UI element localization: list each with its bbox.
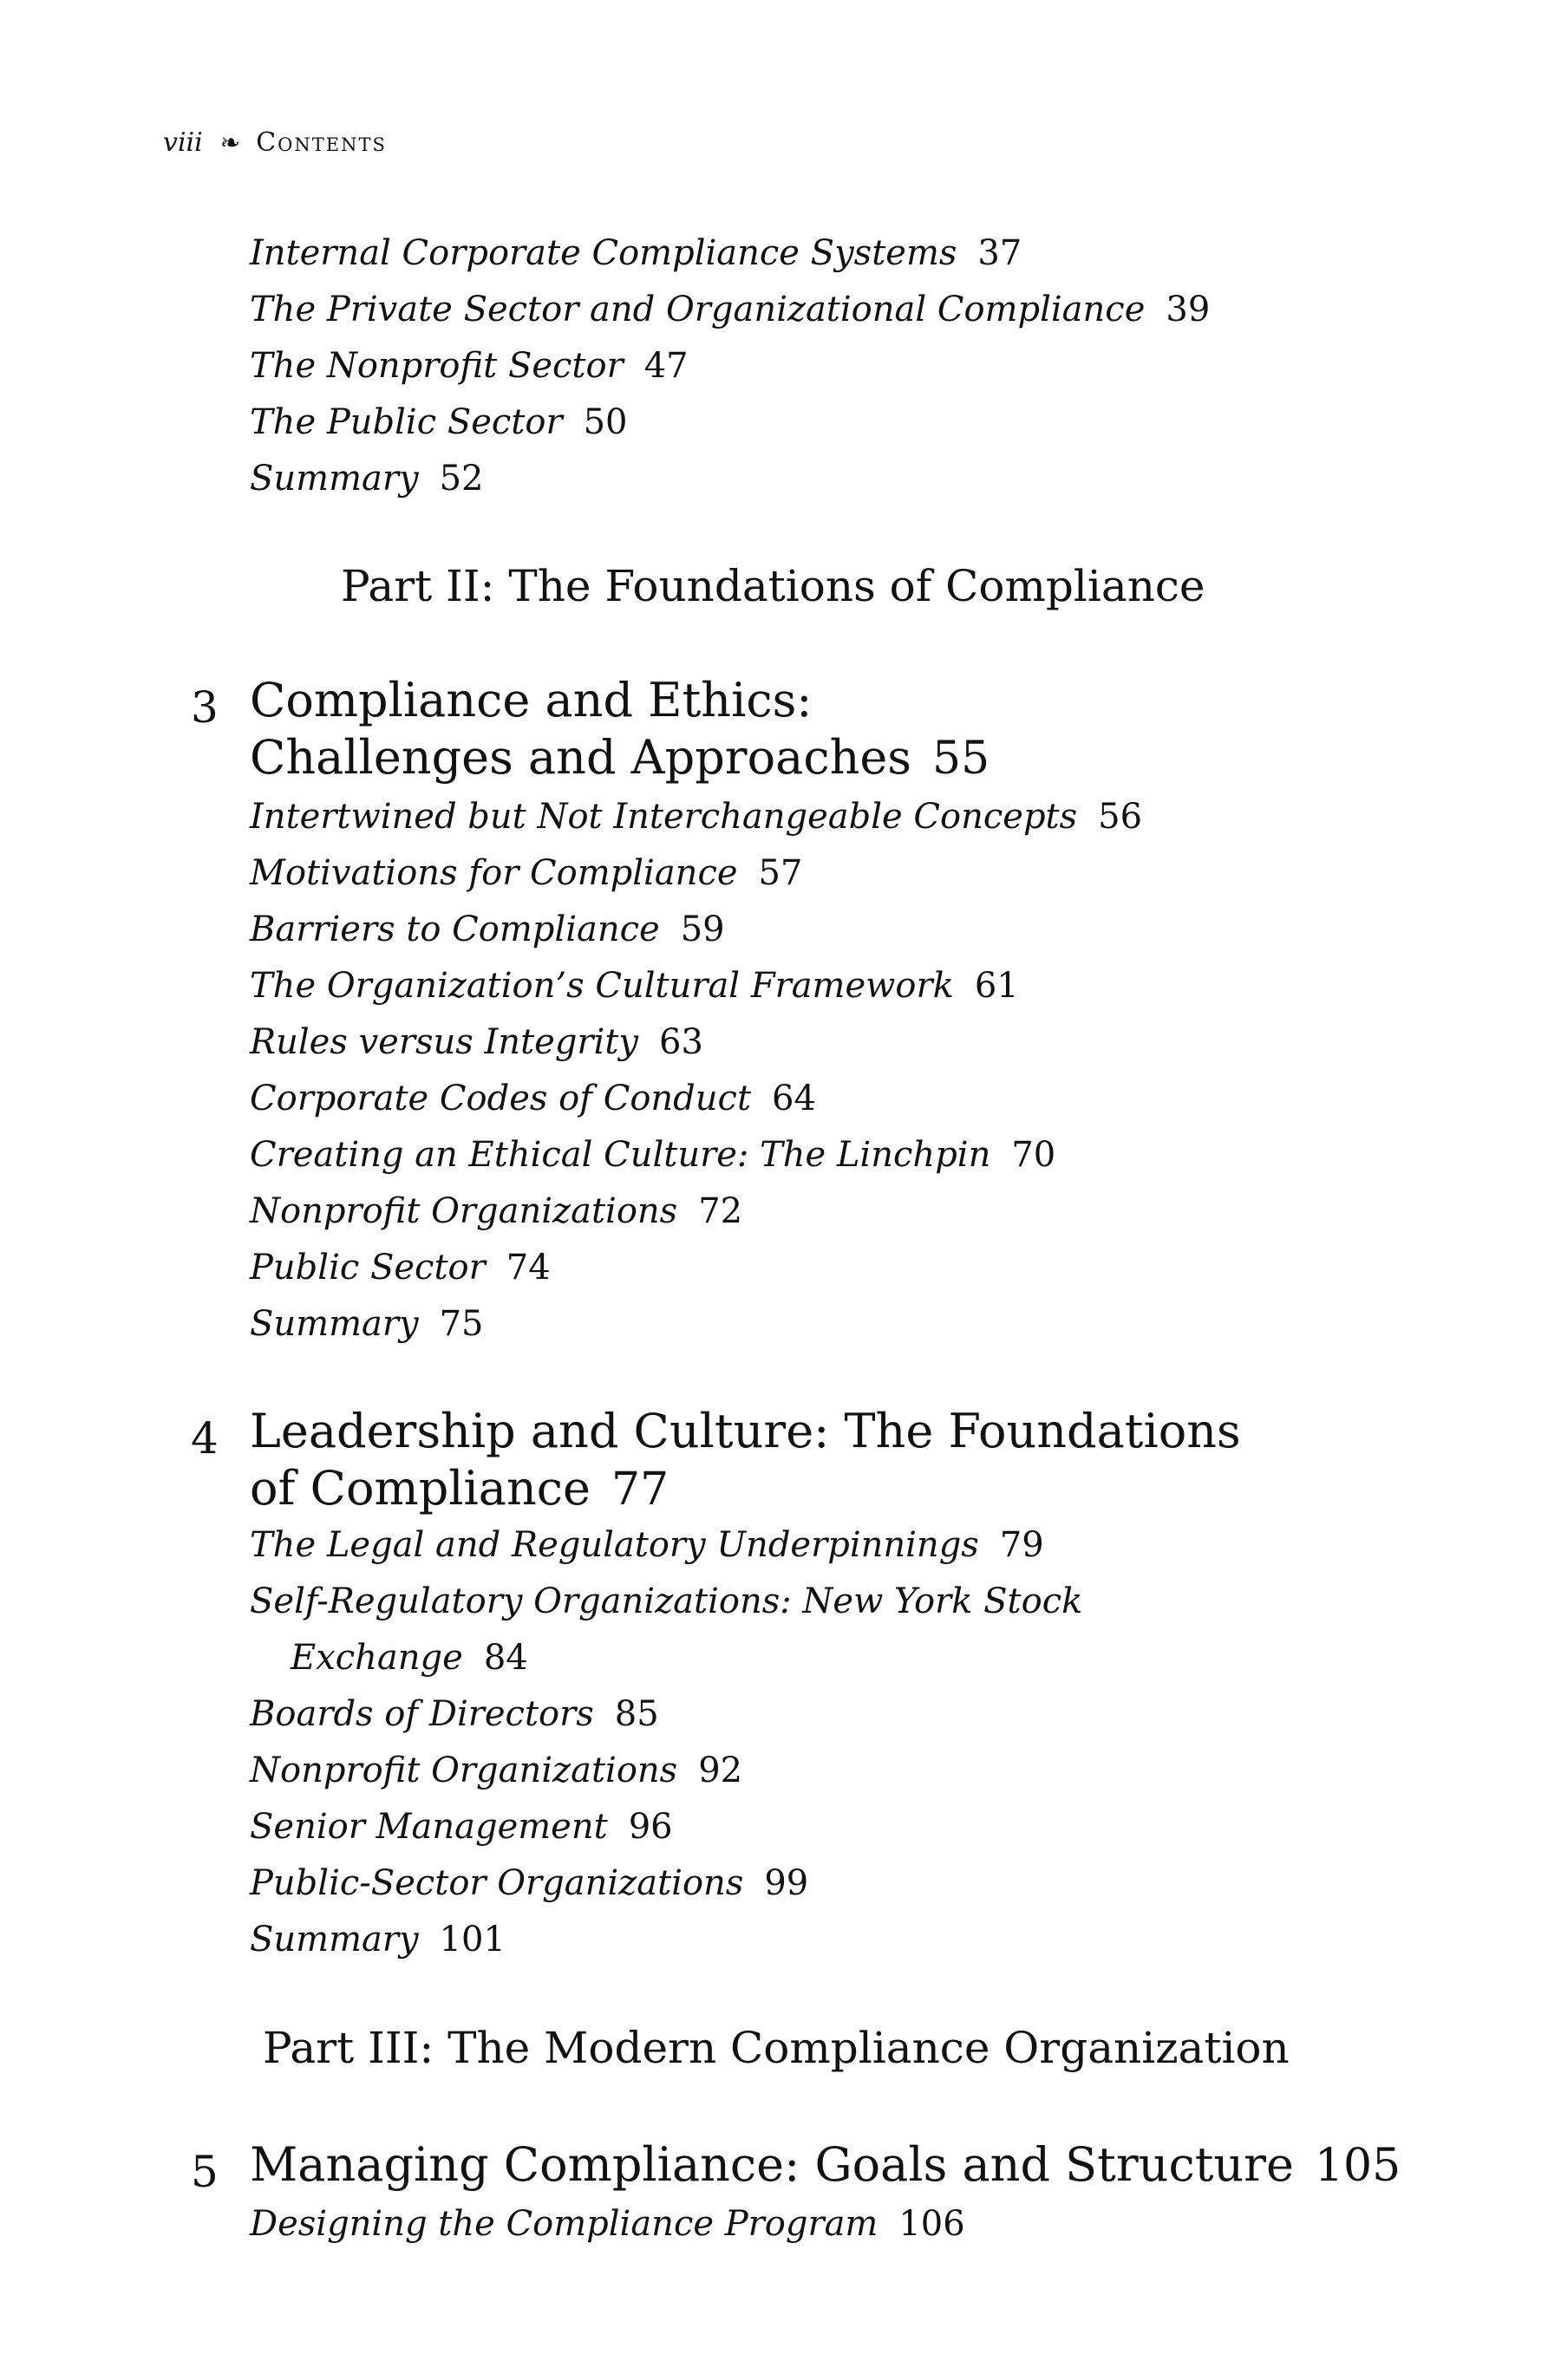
toc-entry-page: 64 bbox=[772, 1079, 816, 1118]
toc-entry-page: 101 bbox=[439, 1920, 506, 1959]
toc-entry-title: Internal Corporate Compliance Systems bbox=[250, 233, 957, 273]
chapter-page: 77 bbox=[611, 1464, 669, 1516]
toc-entry-title: Rules versus Integrity bbox=[250, 1022, 639, 1062]
toc-entry-page: 50 bbox=[583, 402, 628, 442]
toc-entry-page: 70 bbox=[1011, 1135, 1056, 1175]
toc-entry-title: Nonprofit Organizations bbox=[250, 1751, 678, 1790]
part-title: The Foundations of Compliance bbox=[508, 561, 1205, 611]
toc-entry[interactable] bbox=[291, 1638, 528, 1678]
toc-entry[interactable] bbox=[250, 402, 628, 442]
part-title: The Modern Compliance Organization bbox=[447, 2023, 1290, 2073]
chapter-title-line: Compliance and Ethics: bbox=[250, 673, 813, 727]
part-label: Part II: bbox=[341, 561, 495, 611]
toc-entry-page: 79 bbox=[999, 1525, 1044, 1565]
chapter-number: 3 bbox=[191, 682, 219, 733]
toc-entry-title: Public-Sector Organizations bbox=[250, 1863, 744, 1903]
toc-entry-title: Nonprofit Organizations bbox=[250, 1191, 678, 1231]
header-title: Contents bbox=[256, 127, 387, 158]
toc-entry-page: 59 bbox=[680, 910, 725, 949]
toc-entry[interactable] bbox=[250, 346, 689, 386]
chapter-number: 5 bbox=[191, 2147, 219, 2197]
chapter-title-line: Managing Compliance: Goals and Structure bbox=[250, 2137, 1294, 2192]
toc-entry-title: Summary bbox=[250, 1920, 419, 1959]
toc-entry-title: Summary bbox=[250, 1304, 419, 1344]
toc-entry-page: 37 bbox=[977, 233, 1022, 273]
chapter-title[interactable] bbox=[250, 673, 813, 727]
toc-entry-title: The Organization’s Cultural Framework bbox=[250, 966, 954, 1006]
toc-entry[interactable] bbox=[250, 1922, 506, 1957]
toc-entry[interactable] bbox=[250, 1191, 743, 1231]
toc-entry[interactable] bbox=[250, 1753, 742, 1788]
toc-entry-page: 85 bbox=[614, 1694, 659, 1734]
toc-entry-title: The Public Sector bbox=[250, 402, 563, 442]
toc-entry-title: Intertwined but Not Interchangeable Concepts bbox=[250, 797, 1078, 837]
toc-entry[interactable] bbox=[250, 1248, 551, 1288]
toc-entry-page: 75 bbox=[439, 1304, 484, 1344]
toc-entry-page: 56 bbox=[1098, 797, 1143, 837]
part-label: Part III: bbox=[263, 2023, 434, 2073]
running-header bbox=[163, 127, 387, 158]
chapter-number: 4 bbox=[191, 1413, 219, 1464]
chapter-page: 105 bbox=[1314, 2140, 1401, 2192]
chapter-title-line: Challenges and Approaches bbox=[250, 730, 912, 785]
toc-entry-title: Senior Management bbox=[250, 1807, 608, 1847]
toc-entry-title: The Private Sector and Organizational Compliance bbox=[250, 290, 1146, 329]
part-heading[interactable] bbox=[341, 561, 1205, 611]
toc-entry[interactable] bbox=[250, 1081, 816, 1116]
toc-entry-page: 47 bbox=[643, 346, 689, 386]
toc-entry-page: 39 bbox=[1166, 290, 1211, 329]
toc-entry-page: 74 bbox=[506, 1248, 551, 1288]
toc-entry-title: Boards of Directors bbox=[250, 1694, 594, 1734]
fleuron-icon: ❧ bbox=[219, 128, 241, 157]
toc-entry-title: The Legal and Regulatory Underpinnings bbox=[250, 1525, 979, 1565]
toc-entry-page: 84 bbox=[483, 1638, 528, 1678]
toc-entry[interactable] bbox=[250, 797, 1143, 837]
chapter-title-line: of Compliance bbox=[250, 1461, 591, 1516]
toc-entry-title: Self-Regulatory Organizations: New York Stock bbox=[250, 1581, 1083, 1621]
toc-entry[interactable] bbox=[250, 1807, 673, 1847]
toc-entry-page: 96 bbox=[628, 1807, 673, 1847]
toc-entry-page: 61 bbox=[974, 966, 1019, 1006]
chapter-title-line: Leadership and Culture: The Foundations bbox=[250, 1404, 1241, 1458]
toc-entry-title: Public Sector bbox=[250, 1248, 486, 1288]
toc-entry[interactable] bbox=[250, 1135, 1056, 1175]
toc-entry-title: Exchange bbox=[291, 1638, 463, 1678]
toc-entry[interactable] bbox=[250, 2204, 965, 2244]
header-page-number: viii bbox=[163, 127, 203, 158]
toc-entry-title: Summary bbox=[250, 459, 419, 499]
toc-entry[interactable] bbox=[250, 1694, 659, 1734]
toc-entry[interactable] bbox=[250, 912, 725, 947]
chapter-title[interactable] bbox=[250, 2137, 1401, 2192]
part-heading[interactable] bbox=[263, 2023, 1290, 2073]
chapter-title[interactable] bbox=[250, 1461, 669, 1516]
toc-entry-title: Motivations for Compliance bbox=[250, 853, 738, 893]
toc-entry-title: The Nonprofit Sector bbox=[250, 346, 624, 386]
toc-entry[interactable] bbox=[250, 1022, 703, 1062]
toc-entry-title: Designing the Compliance Program bbox=[250, 2204, 878, 2244]
chapter-page: 55 bbox=[932, 733, 990, 785]
toc-entry-page: 106 bbox=[898, 2204, 965, 2244]
toc-entry-title: Creating an Ethical Culture: The Linchpin bbox=[250, 1135, 991, 1175]
toc-entry[interactable] bbox=[250, 292, 1210, 327]
toc-entry[interactable] bbox=[250, 1581, 1083, 1621]
chapter-title[interactable] bbox=[250, 730, 990, 785]
toc-entry-page: 99 bbox=[764, 1863, 809, 1903]
toc-entry[interactable] bbox=[250, 1525, 1044, 1565]
toc-entry-page: 52 bbox=[439, 459, 484, 499]
toc-entry-page: 63 bbox=[659, 1022, 703, 1062]
toc-entry[interactable] bbox=[250, 853, 803, 893]
toc-entry[interactable] bbox=[250, 459, 484, 499]
toc-entry-page: 92 bbox=[698, 1751, 743, 1790]
toc-entry-title: Barriers to Compliance bbox=[250, 910, 660, 949]
toc-entry-page: 57 bbox=[758, 853, 803, 893]
toc-entry-title: Corporate Codes of Conduct bbox=[250, 1079, 752, 1118]
toc-entry[interactable] bbox=[250, 1863, 809, 1903]
toc-entry[interactable] bbox=[250, 966, 1019, 1006]
toc-entry[interactable] bbox=[250, 233, 1022, 273]
chapter-title[interactable] bbox=[250, 1404, 1241, 1458]
toc-entry-page: 72 bbox=[698, 1191, 743, 1231]
toc-entry[interactable] bbox=[250, 1304, 484, 1344]
